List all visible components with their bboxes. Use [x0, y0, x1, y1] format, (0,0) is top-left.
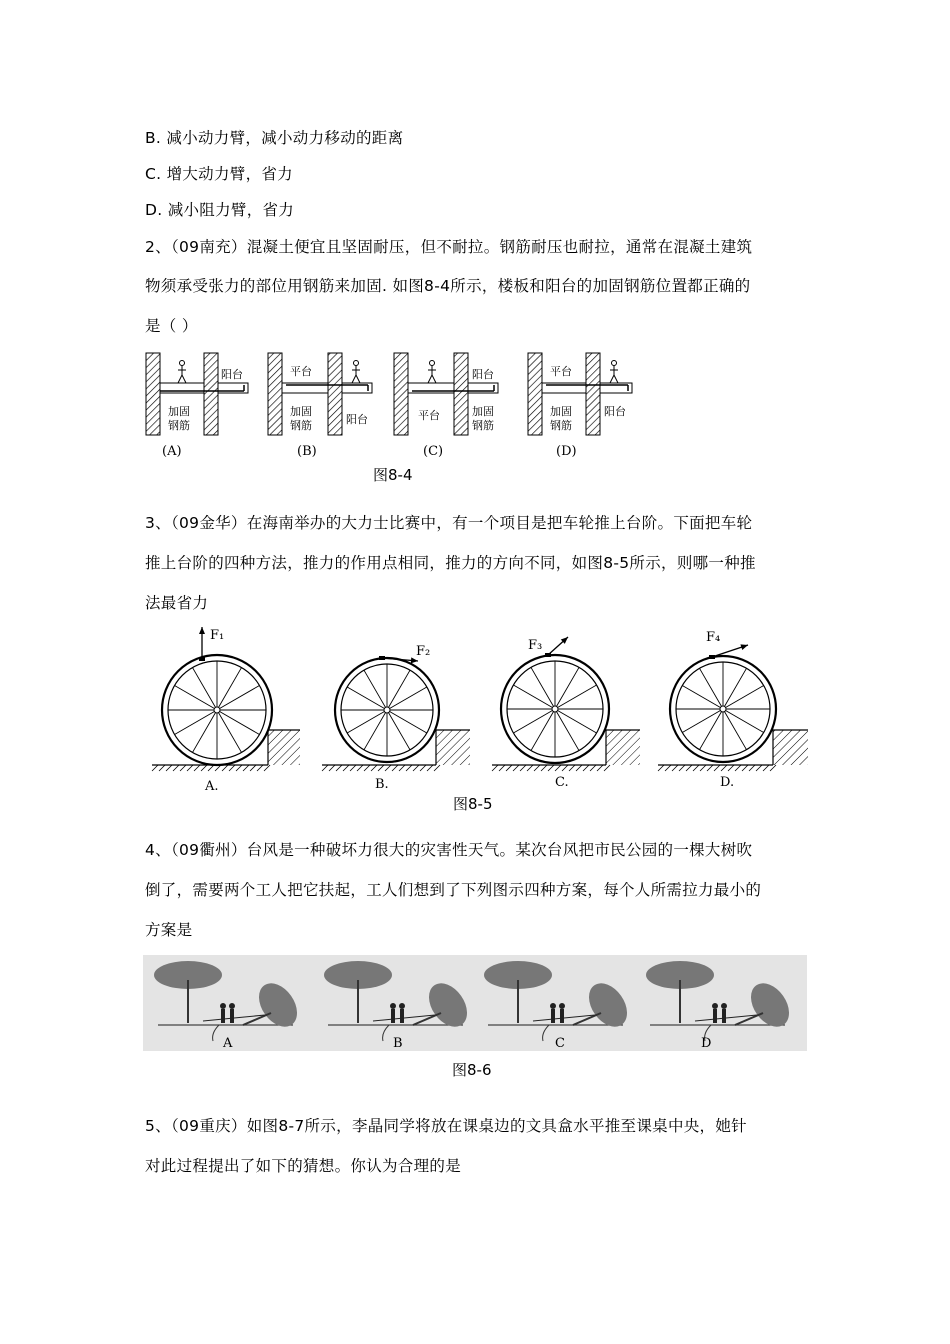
option-c: C. 增大动力臂，省力: [145, 165, 293, 183]
panel-d-label: (D): [556, 444, 577, 459]
panel-b-label: (B): [297, 444, 317, 459]
scheme-d-worker-1: [713, 1009, 717, 1023]
panel-c-platform-label: 平台: [418, 409, 440, 422]
q2-line-1: 2、（09南充）混凝土便宜且坚固耐压，但不耐拉。钢筋耐压也耐拉，通常在混凝土建筑: [145, 238, 753, 256]
scheme-c-worker-2: [560, 1009, 564, 1023]
panel-c-label: (C): [423, 444, 444, 459]
option-d: D. 减小阻力臂，省力: [145, 201, 295, 219]
wheel-b-step: [436, 730, 470, 765]
panel-d-rebar-1: 加固: [550, 405, 572, 418]
panel-c-balcony-label: 阳台: [472, 368, 494, 381]
figure-8-5-caption: 图8-5: [453, 795, 493, 813]
q2-line-3: 是（ ）: [145, 317, 198, 335]
force-f4-label: F₄: [706, 630, 721, 645]
figure-8-4: [140, 345, 660, 465]
wheel-c-step: [606, 730, 640, 765]
q3-line-2: 推上台阶的四种方法，推力的作用点相同，推力的方向不同，如图8-5所示，则哪一种推: [145, 554, 756, 572]
panel-b-balcony-label: 阳台: [346, 413, 368, 426]
figure-8-6: [143, 955, 807, 1055]
wheel-a-step: [268, 730, 300, 765]
force-f2-label: F₂: [416, 644, 431, 659]
scheme-b-worker-1: [391, 1009, 395, 1023]
q4-line-3: 方案是: [145, 921, 193, 939]
q5-line-1: 5、（09重庆）如图8-7所示，李晶同学将放在课桌边的文具盒水平推至课桌中央，她针: [145, 1117, 747, 1135]
panel-c: [394, 353, 498, 459]
panel-a-rebar-2: 钢筋: [168, 419, 190, 432]
panel-a-label: (A): [162, 444, 182, 459]
scheme-c-worker-1: [551, 1009, 555, 1023]
panel-b: [268, 353, 372, 459]
panel-d: [528, 353, 632, 459]
panel-c-rebar-1: 加固: [472, 405, 494, 418]
scheme-b-label: B: [393, 1036, 403, 1051]
scheme-a-worker-1: [221, 1009, 225, 1023]
scheme-a-label: A: [223, 1036, 233, 1051]
panel-a: [146, 353, 248, 459]
panel-d-balcony-label: 阳台: [604, 405, 626, 418]
wheel-a-label: A.: [205, 779, 219, 794]
panel-b-rebar-2: 钢筋: [290, 419, 312, 432]
wheel-d-label: D.: [720, 775, 735, 790]
force-f3-label: F₃: [528, 638, 543, 653]
panel-d-rebar-2: 钢筋: [550, 419, 572, 432]
scheme-a-worker-2: [230, 1009, 234, 1023]
q3-line-3: 法最省力: [145, 594, 209, 612]
panel-c-rebar-2: 钢筋: [472, 419, 494, 432]
scheme-c-label: C: [555, 1036, 565, 1051]
scheme-b-worker-2: [400, 1009, 404, 1023]
q3-line-1: 3、（09金华）在海南举办的大力士比赛中，有一个项目是把车轮推上台阶。下面把车轮: [145, 514, 753, 532]
panel-a-rebar-1: 加固: [168, 405, 190, 418]
figure-8-5: [150, 625, 810, 795]
q4-line-2: 倒了，需要两个工人把它扶起，工人们想到了下列图示四种方案，每个人所需拉力最小的: [145, 881, 762, 899]
figure-8-6-caption: 图8-6: [452, 1061, 492, 1079]
q4-line-1: 4、（09衢州）台风是一种破坏力很大的灾害性天气。某次台风把市民公园的一棵大树吹: [145, 841, 753, 859]
wheel-d-step: [773, 730, 808, 765]
panel-a-balcony-label: 阳台: [221, 368, 243, 381]
panel-b-rebar-1: 加固: [290, 405, 312, 418]
panel-d-platform-label: 平台: [550, 365, 572, 378]
wheel-b-label: B.: [375, 777, 389, 792]
q5-line-2: 对此过程提出了如下的猜想。你认为合理的是: [145, 1157, 462, 1175]
figure-8-4-caption: 图8-4: [373, 466, 413, 484]
force-f1-label: F₁: [210, 628, 225, 643]
wheel-c-label: C.: [555, 775, 569, 790]
scheme-d-worker-2: [722, 1009, 726, 1023]
q2-line-2: 物须承受张力的部位用钢筋来加固. 如图8-4所示，楼板和阳台的加固钢筋位置都正确的: [145, 277, 751, 295]
scheme-d-label: D: [701, 1036, 712, 1051]
option-b: B. 减小动力臂，减小动力移动的距离: [145, 129, 404, 147]
panel-b-platform-label: 平台: [290, 365, 312, 378]
